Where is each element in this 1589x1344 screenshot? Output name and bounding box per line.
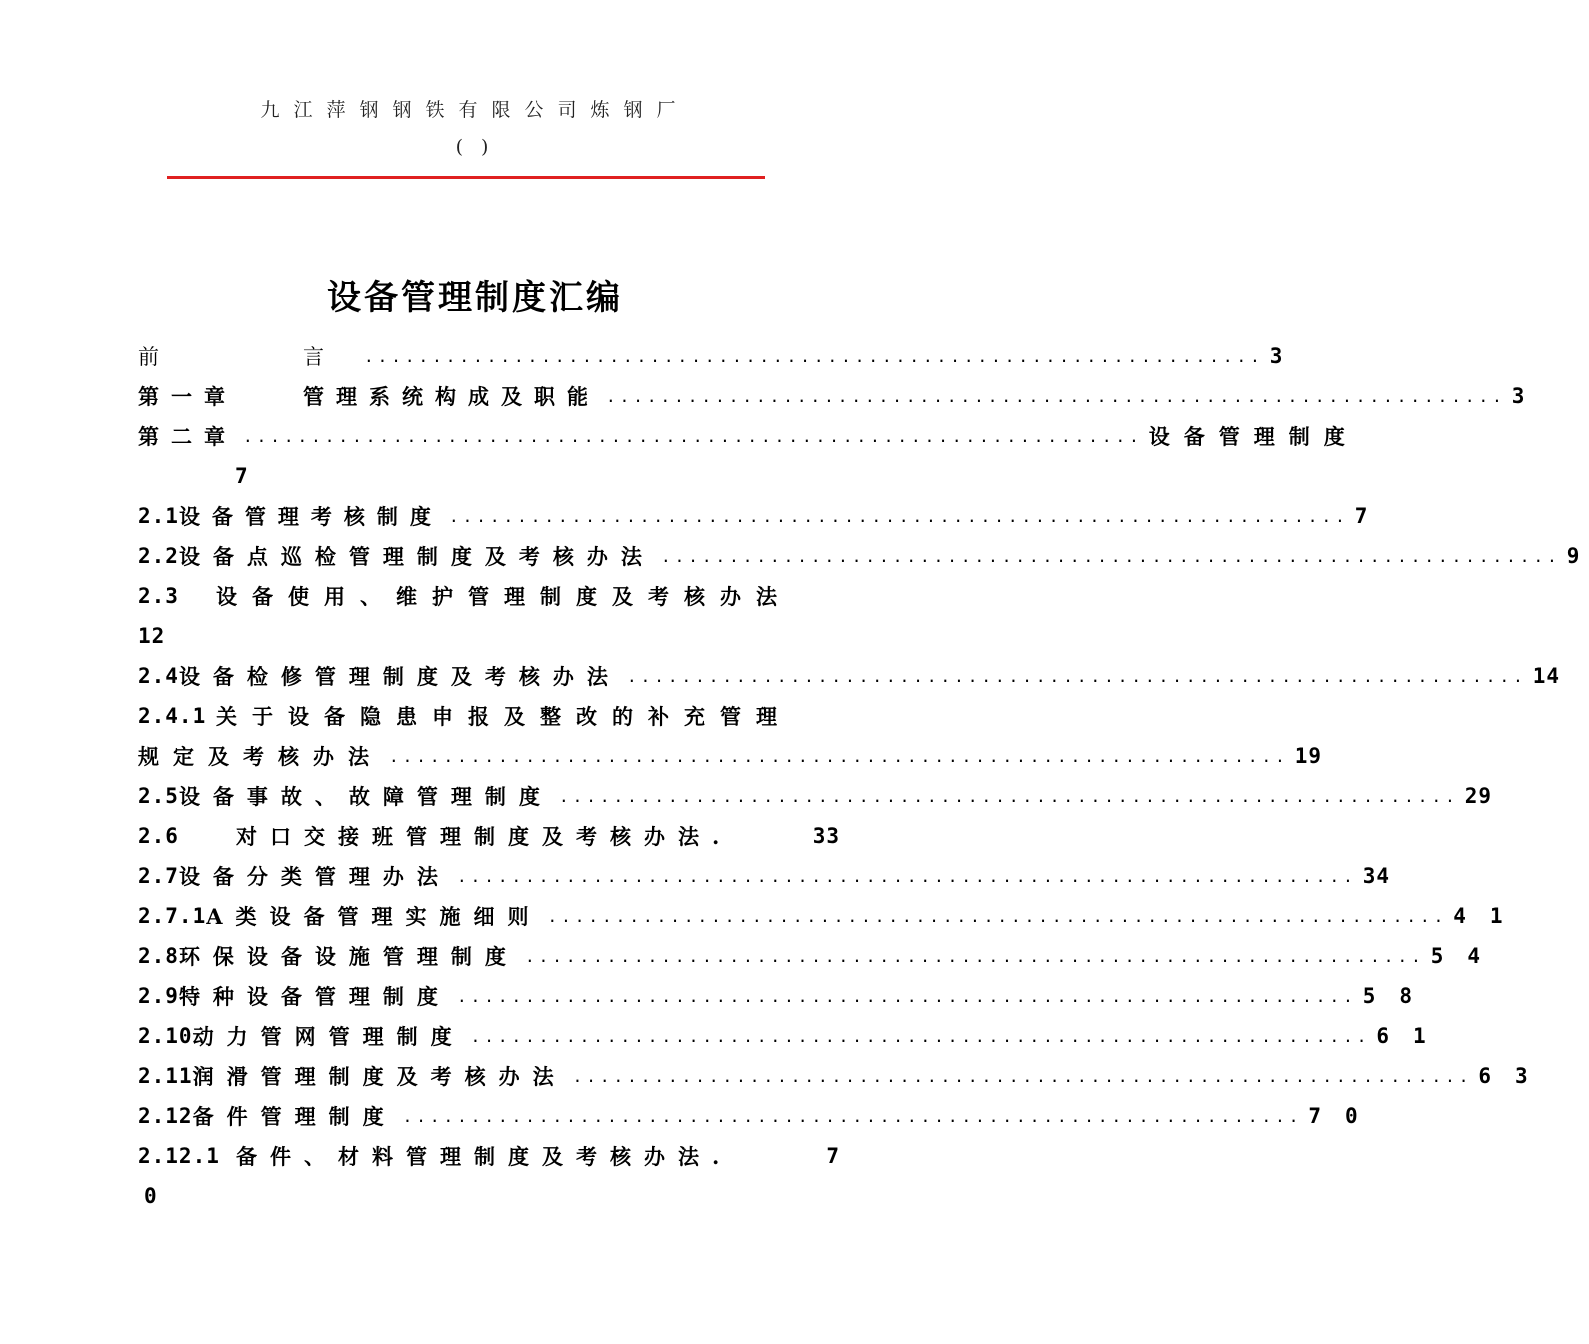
toc-leader-dots: ..................................................................	[626, 666, 1527, 686]
toc-page-number: 33	[812, 824, 840, 848]
toc-leader-dots: ..................................................................	[448, 506, 1349, 526]
toc-page-number: 7	[1354, 504, 1378, 528]
toc-section-number: 2.2	[138, 544, 179, 568]
toc-page-number: 29	[1464, 784, 1492, 808]
toc-entry-preface	[138, 336, 1293, 376]
toc-page-number: 7	[826, 1144, 840, 1168]
toc-section-number: 2.1	[138, 504, 179, 528]
toc-entry-chapter-2	[138, 416, 1359, 456]
toc-entry-title: 关于设备隐患申报及整改的补充管理	[216, 704, 792, 729]
toc-page-number: 54	[1430, 944, 1504, 968]
toc-entry-tail: 设备管理制度	[1148, 424, 1359, 449]
toc-section-number: 2.7.1	[138, 904, 207, 928]
toc-leader-dots: ..................................................................	[606, 386, 1506, 406]
toc-page-number: 61	[1376, 1024, 1450, 1048]
toc-leader-dots: ..................................................................	[456, 866, 1357, 886]
toc-leader-dots: ..................................................................	[364, 346, 1264, 366]
header-parentheses: ( )	[455, 136, 495, 158]
toc-page-number: 58	[1362, 984, 1436, 1008]
toc-section-number: 2.7	[138, 864, 179, 888]
toc-entry-2-3	[138, 576, 840, 616]
toc-entry-title: 设备检修管理制度及考核办法	[178, 664, 621, 689]
toc-entry-2-7	[138, 856, 1390, 896]
toc-leader-dots: ..................................................................	[402, 1106, 1303, 1126]
toc-leader-dots: ..................................................................	[558, 786, 1459, 806]
toc-entry-2-4-1-cont	[138, 736, 1323, 776]
toc-entry-2-7-1	[138, 896, 1527, 936]
toc-page-number: 19	[1294, 744, 1323, 768]
toc-leader-dots: ..................................................................	[572, 1066, 1473, 1086]
toc-leader-dots: ..................................................................	[456, 986, 1357, 1006]
document-title: 设备管理制度汇编	[327, 278, 623, 318]
toc-entry-2-6	[138, 816, 840, 856]
toc-section-number: 2.6	[138, 824, 179, 848]
toc-section-number: 2.3	[138, 584, 179, 608]
toc-entry-2-5	[138, 776, 1492, 816]
toc-entry-continuation	[138, 456, 840, 496]
toc-entry-title: 设备使用、维护管理制度及考核办法	[216, 584, 792, 609]
toc-entry-title: 备件、材料管理制度及考核办法.	[236, 1144, 733, 1169]
toc-entry-2-12-1	[138, 1136, 840, 1176]
toc-entry-2-10	[138, 1016, 1450, 1056]
toc-entry-title: 第二章	[138, 424, 237, 449]
toc-entry-2-2	[138, 536, 1589, 576]
toc-page-number: 34	[1362, 864, 1390, 888]
toc-entry-2-8	[138, 936, 1504, 976]
toc-entry-title: 前 言	[138, 345, 358, 369]
toc-page-number: 14	[1532, 664, 1560, 688]
toc-leader-dots: ..................................................................	[660, 546, 1561, 566]
toc-entry-title: 环保设备设施管理制度	[178, 944, 519, 969]
toc-page-number: 3	[1269, 344, 1293, 368]
toc-entry-continuation	[138, 1176, 840, 1216]
toc-page-number: 41	[1453, 904, 1527, 928]
toc-entry-title: 备件管理制度	[192, 1104, 397, 1129]
toc-entry-title: 设备点巡检管理制度及考核办法	[178, 544, 655, 569]
header-red-rule	[167, 176, 765, 179]
toc-entry-2-11	[138, 1056, 1552, 1096]
toc-entry-title: 对口交接班管理制度及考核办法.	[236, 824, 733, 849]
toc-entry-2-1	[138, 496, 1378, 536]
toc-entry-continuation	[138, 616, 840, 656]
toc-page-number: 3	[1511, 384, 1535, 408]
toc-section-number: 2.12	[138, 1104, 193, 1128]
toc-section-number: 2.11	[138, 1064, 193, 1088]
toc-section-number: 2.4.1	[138, 704, 207, 728]
toc-entry-2-12	[138, 1096, 1382, 1136]
toc-leader-dots: ..................................................................	[524, 946, 1425, 966]
toc-entry-title: 设备分类管理办法	[178, 864, 451, 889]
toc-entry-2-4-1	[138, 696, 840, 736]
toc-entry-title: 第一章 管理系统构成及职能	[138, 384, 600, 409]
toc-entry-chapter-1	[138, 376, 1535, 416]
company-name: 九江萍钢钢铁有限公司炼钢厂	[260, 99, 690, 121]
toc-entry-2-9	[138, 976, 1436, 1016]
toc-page-number: 63	[1478, 1064, 1552, 1088]
toc-entry-title: 设备管理考核制度	[178, 504, 443, 529]
toc-entry-title: 规定及考核办法	[138, 744, 383, 769]
toc-leader-dots: ..................................................................	[470, 1026, 1371, 1046]
toc-section-number: 2.9	[138, 984, 179, 1008]
toc-section-number: 2.5	[138, 784, 179, 808]
toc-entry-title: A类设备管理实施细则	[206, 904, 542, 929]
toc-page-number: 7	[235, 464, 258, 488]
toc-section-number: 2.8	[138, 944, 179, 968]
toc-entry-title: 润滑管理制度及考核办法	[192, 1064, 567, 1089]
toc-page-number: 9	[1566, 544, 1589, 568]
toc-page-number: 12	[138, 624, 166, 648]
toc-leader-dots: ..................................................................	[547, 906, 1448, 926]
toc-section-number: 2.10	[138, 1024, 193, 1048]
toc-page-number: 70	[1308, 1104, 1382, 1128]
toc-page-number: 0	[144, 1184, 158, 1208]
toc-section-number: 2.4	[138, 664, 179, 688]
toc-entry-title: 动力管网管理制度	[192, 1024, 465, 1049]
toc-leader-dots: ..................................................................	[243, 426, 1143, 446]
toc-section-number: 2.12.1	[138, 1144, 220, 1168]
toc-leader-dots: ..................................................................	[389, 746, 1289, 766]
toc-entry-title: 特种设备管理制度	[178, 984, 451, 1009]
toc-entry-title: 设备事故、故障管理制度	[178, 784, 553, 809]
toc-entry-2-4	[138, 656, 1560, 696]
